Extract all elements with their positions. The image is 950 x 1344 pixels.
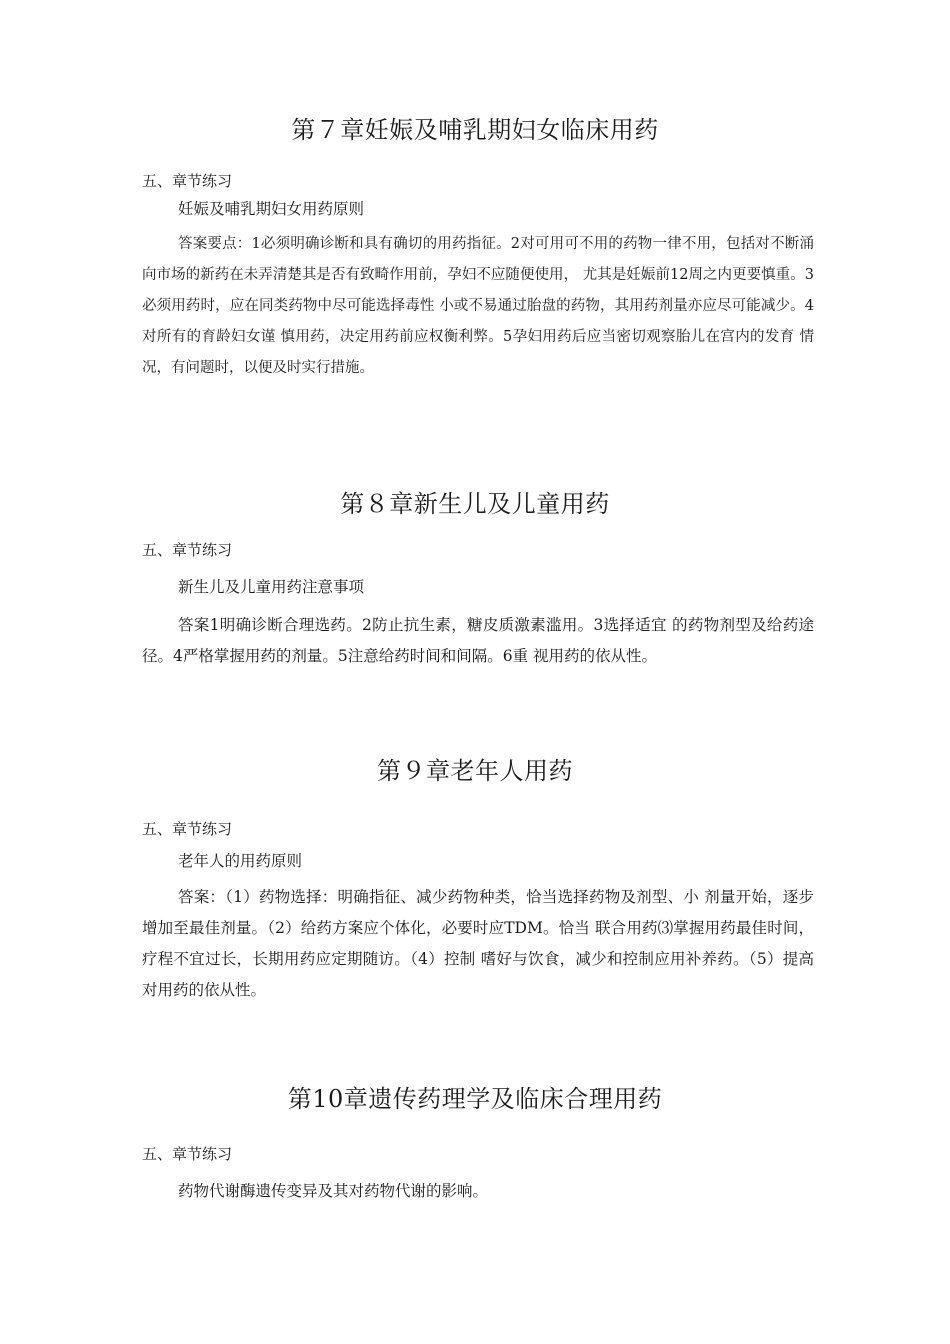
chapter-10-topic: 药物代谢酶遗传变异及其对药物代谢的影响。	[178, 1182, 489, 1200]
chapter-10-title: 第10章遗传药理学及临床合理用药	[287, 1085, 663, 1113]
chapter-8-topic: 新生儿及儿童用药注意事项	[178, 578, 365, 596]
chapter-7-topic: 妊娠及哺乳期妇女用药原则	[178, 200, 365, 218]
chapter-9-topic: 老年人的用药原则	[178, 852, 303, 870]
chapter-7-answer: 答案要点：1必须明确诊断和具有确切的用药指征。2对可用可不用的药物一律不用，包括对不断涌向市场的新药在未弄清楚其是否有致畸作用前，孕妇不应随便使用， 尤其是妊娠前12周之内更要慎重。3必须用药时，应在同类药物中尽可能选择毒性 小或不易通过胎盘的药物，其用药剂量亦应尽可能减少。4对所有的育龄妇女谨 慎用药，决定用药前应权衡利弊。5孕妇用药后应当密切观察胎儿在宫内的发育 情况，有问题时，以便及时实行措施。	[142, 236, 814, 376]
chapter-9-title: 第９章老年人用药	[377, 757, 573, 785]
chapter-8-answer: 答案1明确诊断合理选药。2防止抗生素，糖皮质激素滥用。3选择适宜 的药物剂型及给药途径。4严格掌握用药的剂量。5注意给药时间和间隔。6重 视用药的依从性。	[142, 616, 814, 665]
chapter-7-section-label: 五、章节练习	[142, 172, 233, 190]
chapter-10-section-label: 五、章节练习	[142, 1145, 233, 1163]
chapter-7-title: 第７章妊娠及哺乳期妇女临床用药	[291, 116, 659, 144]
chapter-8-title: 第８章新生儿及儿童用药	[340, 490, 610, 518]
chapter-9-section-label: 五、章节练习	[142, 820, 233, 838]
chapter-8-section-label: 五、章节练习	[142, 541, 233, 559]
chapter-9-answer: 答案：（1）药物选择：明确指征、减少药物种类，恰当选择药物及剂型、小 剂量开始，逐步增加至最佳剂量。（2）给药方案应个体化，必要时应TDM。恰当 联合用药⑶掌握用药最佳时间，疗程不宜过长，长期用药应定期随访。（4）控制 嗜好与饮食，减少和控制应用补养药。（5）提高对用药的依从性。	[142, 888, 814, 999]
